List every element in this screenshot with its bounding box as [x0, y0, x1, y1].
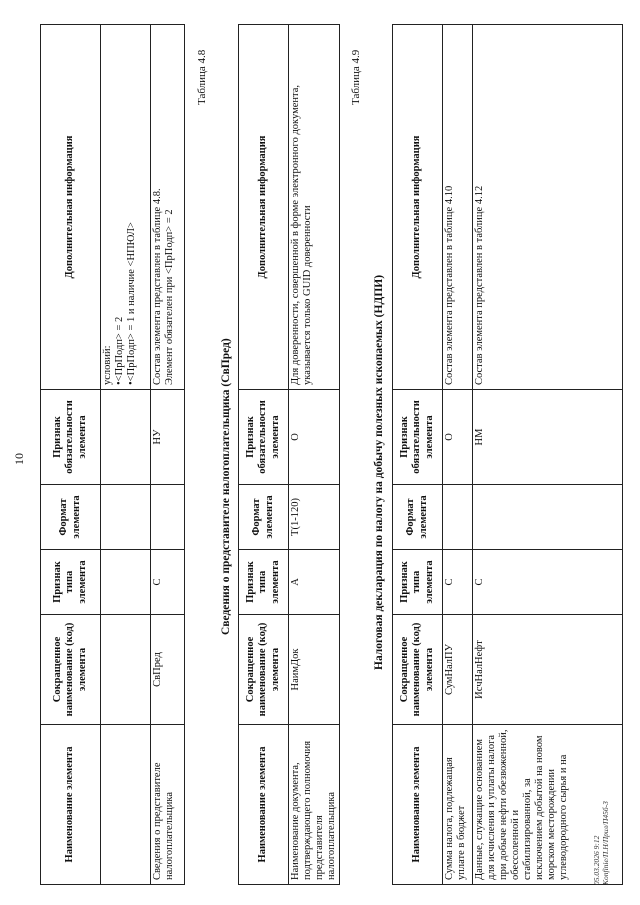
- cell-format: T(1-120): [289, 485, 340, 550]
- cell-format: [473, 485, 623, 550]
- table-row: [473, 25, 623, 885]
- cell-info: Состав элемента представлен в таблице 4.10: [443, 25, 473, 390]
- column-header: Признак обязательности элемента: [41, 390, 101, 485]
- column-header: Дополнительная информация: [393, 25, 443, 390]
- continuation-info: условий: • <ПрПодп> = 2 • <ПрПодп> = 1 и наличие <НПЮЛ>: [101, 25, 151, 390]
- column-header: Дополнительная информация: [41, 25, 101, 390]
- cell-name: Сведения о представителе налогоплательщика: [151, 725, 185, 885]
- cell-code: СвПред: [151, 615, 185, 725]
- table-label: Таблица 4.8: [196, 49, 208, 105]
- column-header: Формат элемента: [239, 485, 289, 550]
- table-row: [151, 25, 185, 885]
- representative-table: [238, 24, 340, 885]
- condition-bullet: • <ПрПодп> = 1 и наличие <НПЮЛ>: [126, 29, 138, 385]
- cell-name: Наименование документа, подтверждающего полномочия представителя налогоплательщика: [289, 725, 340, 885]
- table-title: Налоговая декларация по налогу на добычу полезных ископаемых (НДПИ): [373, 274, 385, 670]
- cell-format: [443, 485, 473, 550]
- cell-format: [151, 485, 185, 550]
- cell-code: СумНалПУ: [443, 615, 473, 725]
- table-label: Таблица 4.9: [350, 49, 362, 105]
- cell-mandatory: НМ: [473, 390, 623, 485]
- table-header-row: [41, 25, 101, 885]
- column-header: Формат элемента: [393, 485, 443, 550]
- column-header: Признак типа элемента: [41, 550, 101, 615]
- cell-type: С: [473, 550, 623, 615]
- column-header: Признак обязательности элемента: [393, 390, 443, 485]
- cell-mandatory: НУ: [151, 390, 185, 485]
- cell-type: С: [443, 550, 473, 615]
- column-header: Дополнительная информация: [239, 25, 289, 390]
- cell-info: Состав элемента представлен в таблице 4.12: [473, 25, 623, 390]
- column-header: Сокращенное наименование (код) элемента: [239, 615, 289, 725]
- cell-mandatory: О: [289, 390, 340, 485]
- table-title: Сведения о представителе налогоплательщика (СвПред): [220, 338, 232, 635]
- elements-table-continued: [40, 24, 185, 885]
- footer-stamp: 05.03.2026 9:12 Konfinie/П.Н/Прил/П45б-3: [592, 801, 610, 885]
- cell-name: Данные, служащие основанием для исчисления и уплаты налога при добыче нефти обезвоженной, обессоленной и стабилизированной, за исключением добытой на новом морском месторождении углеводородного сырья и на: [473, 725, 623, 885]
- cell-name: Сумма налога, подлежащая уплате в бюджет: [443, 725, 473, 885]
- column-header: Наименование элемента: [41, 725, 101, 885]
- page-number: 10: [12, 453, 26, 465]
- cell-code: НаимДок: [289, 615, 340, 725]
- column-header: Сокращенное наименование (код) элемента: [393, 615, 443, 725]
- column-header: Признак типа элемента: [239, 550, 289, 615]
- table-header-row: [239, 25, 289, 885]
- table-header-row: [393, 25, 443, 885]
- column-header: Формат элемента: [41, 485, 101, 550]
- cell-info: Для доверенности, совершенной в форме электронного документа, указывается только GUID доверенности: [289, 25, 340, 390]
- column-header: Признак обязательности элемента: [239, 390, 289, 485]
- cell-mandatory: О: [443, 390, 473, 485]
- table-row: [289, 25, 340, 885]
- cell-type: А: [289, 550, 340, 615]
- cell-type: С: [151, 550, 185, 615]
- column-header: Наименование элемента: [393, 725, 443, 885]
- table-row: [443, 25, 473, 885]
- condition-bullet: • <ПрПодп> = 2: [114, 29, 126, 385]
- ndpi-table: [392, 24, 623, 885]
- cell-info: Состав элемента представлен в таблице 4.8. Элемент обязателен при <ПрПодп> = 2: [151, 25, 185, 390]
- column-header: Признак типа элемента: [393, 550, 443, 615]
- column-header: Сокращенное наименование (код) элемента: [41, 615, 101, 725]
- table-row: [101, 25, 151, 885]
- column-header: Наименование элемента: [239, 725, 289, 885]
- cell-code: ИсчНалНефт: [473, 615, 623, 725]
